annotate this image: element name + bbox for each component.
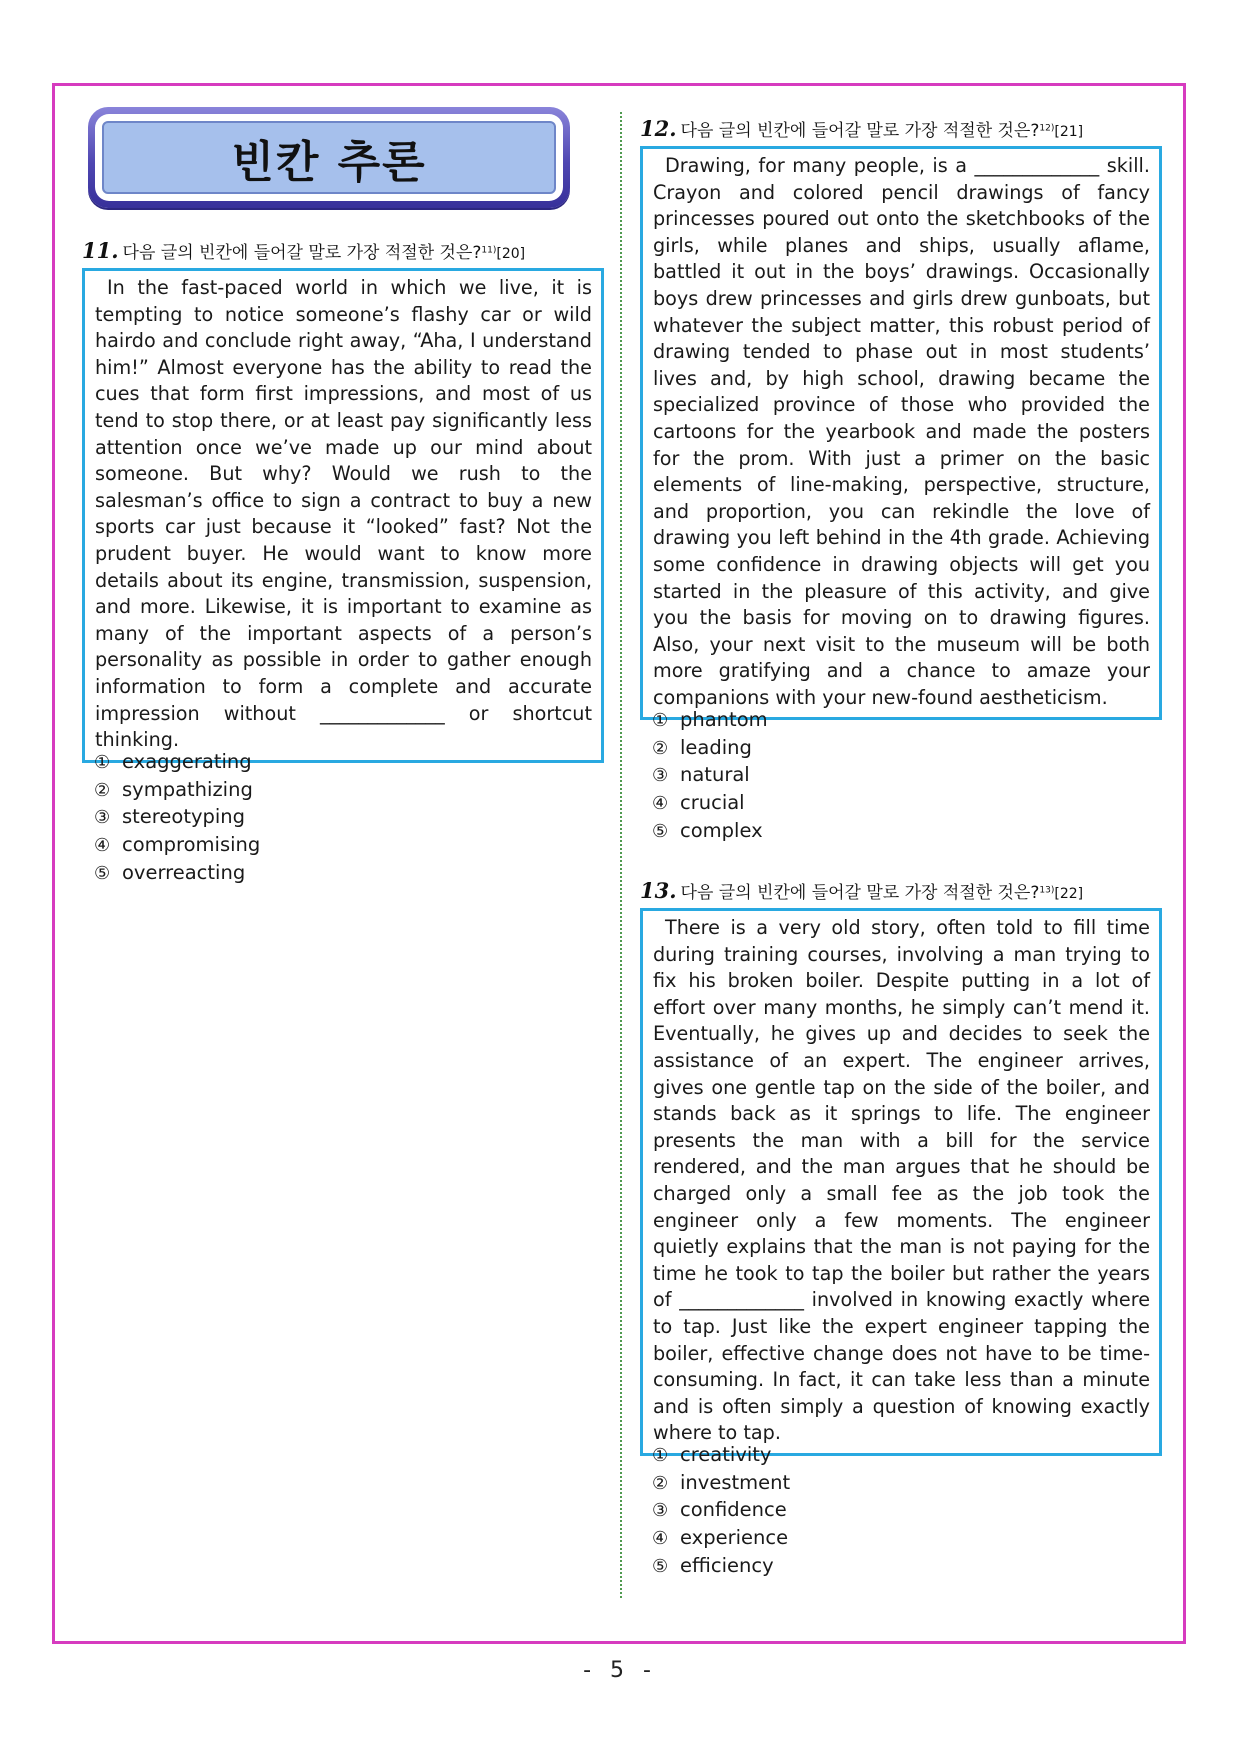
footnote-ref: 12)	[1039, 123, 1055, 134]
question-12-options	[652, 706, 768, 844]
option-text: compromising	[122, 833, 261, 857]
option-text: crucial	[680, 791, 745, 815]
question-prompt: 다음 글의 빈칸에 들어갈 말로 가장 적절한 것은?	[122, 243, 482, 263]
option-2[interactable]	[94, 776, 260, 804]
option-3[interactable]	[94, 803, 260, 831]
option-text: phantom	[680, 708, 768, 731]
option-marker: ②	[652, 1472, 669, 1494]
option-marker: ②	[652, 737, 669, 759]
question-13-header	[640, 878, 1083, 903]
option-text: overreacting	[122, 860, 246, 884]
option-1[interactable]	[652, 706, 768, 734]
option-5[interactable]	[652, 1552, 790, 1580]
question-source: [20]	[496, 246, 526, 262]
option-marker: ④	[94, 835, 111, 857]
footnote-ref: 13)	[1039, 885, 1055, 896]
option-text: stereotyping	[122, 805, 246, 829]
option-marker: ①	[652, 710, 669, 731]
option-2[interactable]	[652, 734, 768, 762]
question-11-passage	[82, 268, 604, 763]
option-text: leading	[680, 735, 752, 759]
question-12-passage	[640, 146, 1162, 720]
question-prompt: 다음 글의 빈칸에 들어갈 말로 가장 적절한 것은?	[680, 121, 1040, 141]
section-title: 빈칸 추론	[102, 121, 556, 194]
option-text: exaggerating	[122, 750, 252, 773]
question-11-header	[82, 238, 525, 263]
question-11-options	[94, 748, 260, 886]
option-marker: ⑤	[94, 862, 111, 884]
option-marker: ④	[652, 793, 669, 815]
question-13-options	[652, 1441, 790, 1579]
option-text: creativity	[680, 1443, 772, 1466]
option-3[interactable]	[652, 761, 768, 789]
page-number: - 5 -	[583, 1658, 657, 1683]
passage-text: Drawing, for many people, is a _____________ skill. Crayon and colored pencil drawings of fancy princesses poured out onto the sketchbooks of the girls, while planes and ships, usually aflame, battled it out in the boys’ drawings. Occasionally boys drew princesses and girls drew gunboats, but whatever the subject matter, this robust period of drawing tended to phase out in most students’ lives and, by high school, drawing became the specialized province of those who provided the cartoons for the yearbook and made the posters for the prom. With just a primer on the basic elements of line-making, perspective, structure, and proportion, you can rekindle the love of drawing you left behind in the 4th grade. Achieving some confidence in drawing objects will get you started in the pleasure of this activity, and give you the basis for moving on to drawing figures. Also, your next visit to the museum will be both more gratifying and a chance to amaze your companions with your new-found aestheticism.	[653, 154, 1150, 709]
option-marker: ①	[94, 752, 111, 773]
question-number: 13.	[640, 878, 677, 903]
question-source: [21]	[1054, 124, 1084, 140]
option-text: complex	[680, 818, 763, 842]
question-source: [22]	[1054, 886, 1084, 902]
section-title-banner	[88, 107, 570, 208]
passage-text: In the fast-paced world in which we live, it is tempting to notice someone’s flashy car or wild hairdo and conclude right away, “Aha, I understand him!” Almost everyone has the ability to read the cues that form first impressions, and most of us tend to stop there, or at least pay significantly less attention once we’ve made up our mind about someone. But why? Would we rush to the salesman’s office to sign a contract to buy a new sports car just because it “looked” fast? Not the prudent buyer. He would want to know more details about its engine, transmission, suspension, and more. Likewise, it is important to examine as many of the important aspects of a person’s personality as possible in order to gather enough information to form a complete and accurate impression without _____________ or shortcut thinking.	[95, 276, 592, 752]
option-4[interactable]	[94, 831, 260, 859]
option-marker: ⑤	[652, 820, 669, 842]
option-marker: ④	[652, 1528, 669, 1550]
option-5[interactable]	[652, 817, 768, 845]
option-text: natural	[680, 763, 750, 787]
option-text: sympathizing	[122, 777, 253, 801]
option-1[interactable]	[94, 748, 260, 776]
option-marker: ③	[652, 765, 669, 787]
option-marker: ②	[94, 779, 111, 801]
option-text: investment	[680, 1470, 791, 1494]
option-marker: ③	[94, 807, 111, 829]
footnote-ref: 11)	[481, 245, 497, 256]
question-number: 12.	[640, 116, 677, 141]
option-5[interactable]	[94, 859, 260, 887]
option-text: experience	[680, 1526, 789, 1550]
option-marker: ⑤	[652, 1555, 669, 1577]
option-text: confidence	[680, 1498, 787, 1522]
option-4[interactable]	[652, 1524, 790, 1552]
option-4[interactable]	[652, 789, 768, 817]
question-prompt: 다음 글의 빈칸에 들어갈 말로 가장 적절한 것은?	[680, 883, 1040, 903]
option-2[interactable]	[652, 1469, 790, 1497]
passage-text: There is a very old story, often told to fill time during training courses, involving a man trying to fix his broken boiler. Despite putting in a lot of effort over many months, he simply can’t mend it. Eventually, he gives up and decides to seek the assistance of an expert. The engineer arrives, gives one gentle tap on the side of the boiler, and stands back as it springs to life. The engineer presents the man with a bill for the service rendered, and the man argues that he should be charged only a small fee as the job took the engineer only a few moments. The engineer quietly explains that the man is not paying for the time he took to tap the boiler but rather the years of _____________ involved in knowing exactly where to tap. Just like the expert engineer tapping the boiler, effective change does not have to be time-consuming. In fact, it can take less than a minute and is often simply a question of knowing exactly where to tap.	[653, 916, 1150, 1445]
option-marker: ③	[652, 1500, 669, 1522]
question-13-passage	[640, 908, 1162, 1456]
question-number: 11.	[82, 238, 119, 263]
option-text: efficiency	[680, 1553, 774, 1577]
option-1[interactable]	[652, 1441, 790, 1469]
question-12-header	[640, 116, 1083, 141]
option-3[interactable]	[652, 1496, 790, 1524]
option-marker: ①	[652, 1445, 669, 1466]
column-divider	[620, 112, 622, 1598]
